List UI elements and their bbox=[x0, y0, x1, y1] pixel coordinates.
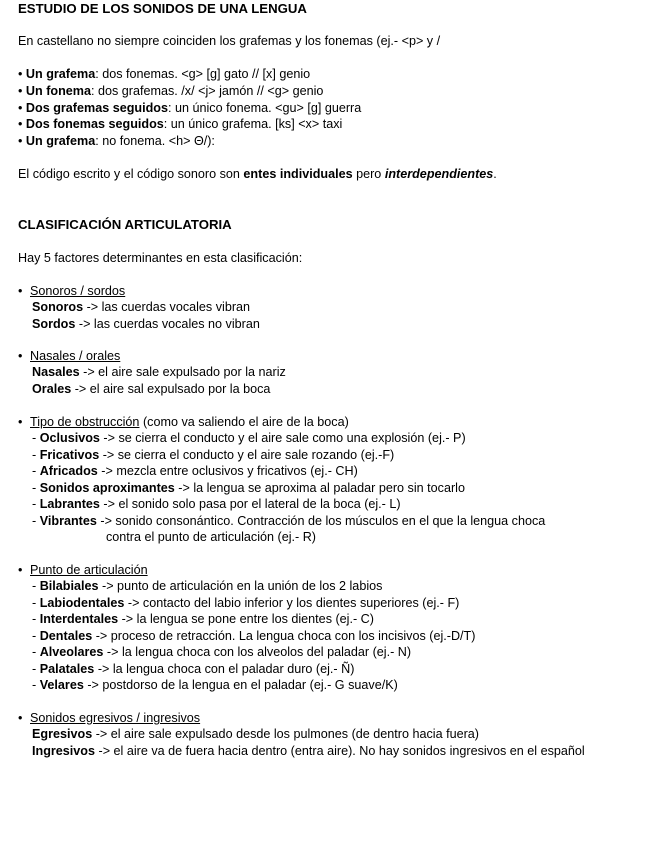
bullet: • bbox=[18, 284, 23, 298]
section-title: ESTUDIO DE LOS SONIDOS DE UNA LENGUA bbox=[18, 1, 307, 16]
list-item: - Bilabiales -> punto de articulación en la unión de los 2 labios bbox=[32, 579, 383, 593]
list-item: - Alveolares -> la lengua choca con los alveolos del paladar (ej.- N) bbox=[32, 645, 412, 659]
list-item: • Un grafema: no fonema. <h> Θ/): bbox=[18, 134, 215, 148]
bullet: • bbox=[18, 117, 26, 131]
list-item: • Un fonema: dos grafemas. /x/ <j> jamón // <g> genio bbox=[18, 84, 324, 98]
list-item: - Labiodentales -> contacto del labio inferior y los dientes superiores (ej.- F) bbox=[32, 596, 460, 610]
list-item: - Sonidos aproximantes -> la lengua se aproxima al paladar pero sin tocarlo bbox=[32, 481, 465, 495]
list-item: Egresivos -> el aire sale expulsado desde los pulmones (de dentro hacia fuera) bbox=[32, 727, 479, 741]
section-intro: Hay 5 factores determinantes en esta clasificación: bbox=[18, 251, 303, 265]
list-item: - Interdentales -> la lengua se pone entre los dientes (ej.- C) bbox=[32, 612, 374, 626]
list-item: - Africados -> mezcla entre oclusivos y fricativos (ej.- CH) bbox=[32, 464, 358, 478]
list-item: - Dentales -> proceso de retracción. La lengua choca con los incisivos (ej.-D/T) bbox=[32, 629, 476, 643]
list-item: - Vibrantes -> sonido consonántico. Contracción de los músculos en el que la lengua choca bbox=[32, 514, 546, 528]
list-item: - Palatales -> la lengua choca con el paladar duro (ej.- Ñ) bbox=[32, 662, 355, 676]
group-heading: • Sonidos egresivos / ingresivos bbox=[18, 711, 201, 725]
list-item: Nasales -> el aire sale expulsado por la nariz bbox=[32, 365, 286, 379]
bullet: • bbox=[18, 134, 26, 148]
group-heading: • Punto de articulación bbox=[18, 563, 148, 577]
list-item: - Oclusivos -> se cierra el conducto y el aire sale como una explosión (ej.- P) bbox=[32, 431, 466, 445]
section-intro: En castellano no siempre coinciden los grafemas y los fonemas (ej.- <p> y / bbox=[18, 34, 441, 48]
bullet: • bbox=[18, 349, 23, 363]
section-title: CLASIFICACIÓN ARTICULATORIA bbox=[18, 217, 232, 232]
group-heading: • Nasales / orales bbox=[18, 349, 121, 363]
bullet: • bbox=[18, 67, 26, 81]
list-item: • Dos grafemas seguidos: un único fonema. <gu> [g] guerra bbox=[18, 101, 362, 115]
bullet: • bbox=[18, 101, 26, 115]
list-item: - Velares -> postdorso de la lengua en el paladar (ej.- G suave/K) bbox=[32, 678, 398, 692]
closing-paragraph: El código escrito y el código sonoro son entes individuales pero interdependientes. bbox=[18, 167, 497, 181]
list-item: - Labrantes -> el sonido solo pasa por el lateral de la boca (ej.- L) bbox=[32, 497, 401, 511]
bullet: • bbox=[18, 711, 23, 725]
list-item-continuation: contra el punto de articulación (ej.- R) bbox=[106, 530, 316, 544]
list-item: Orales -> el aire sal expulsado por la boca bbox=[32, 382, 271, 396]
group-heading: • Sonoros / sordos bbox=[18, 284, 126, 298]
bullet: • bbox=[18, 84, 26, 98]
list-item: Sordos -> las cuerdas vocales no vibran bbox=[32, 317, 260, 331]
list-item: • Dos fonemas seguidos: un único grafema. [ks] <x> taxi bbox=[18, 117, 343, 131]
list-item: - Fricativos -> se cierra el conducto y el aire sale rozando (ej.-F) bbox=[32, 448, 395, 462]
list-item: Sonoros -> las cuerdas vocales vibran bbox=[32, 300, 251, 314]
bullet: • bbox=[18, 415, 23, 429]
group-heading: • Tipo de obstrucción (como va saliendo el aire de la boca) bbox=[18, 415, 349, 429]
bullet: • bbox=[18, 563, 23, 577]
list-item: Ingresivos -> el aire va de fuera hacia dentro (entra aire). No hay sonidos ingresivos en el español bbox=[32, 744, 585, 758]
list-item: • Un grafema: dos fonemas. <g> [g] gato // [x] genio bbox=[18, 67, 311, 81]
